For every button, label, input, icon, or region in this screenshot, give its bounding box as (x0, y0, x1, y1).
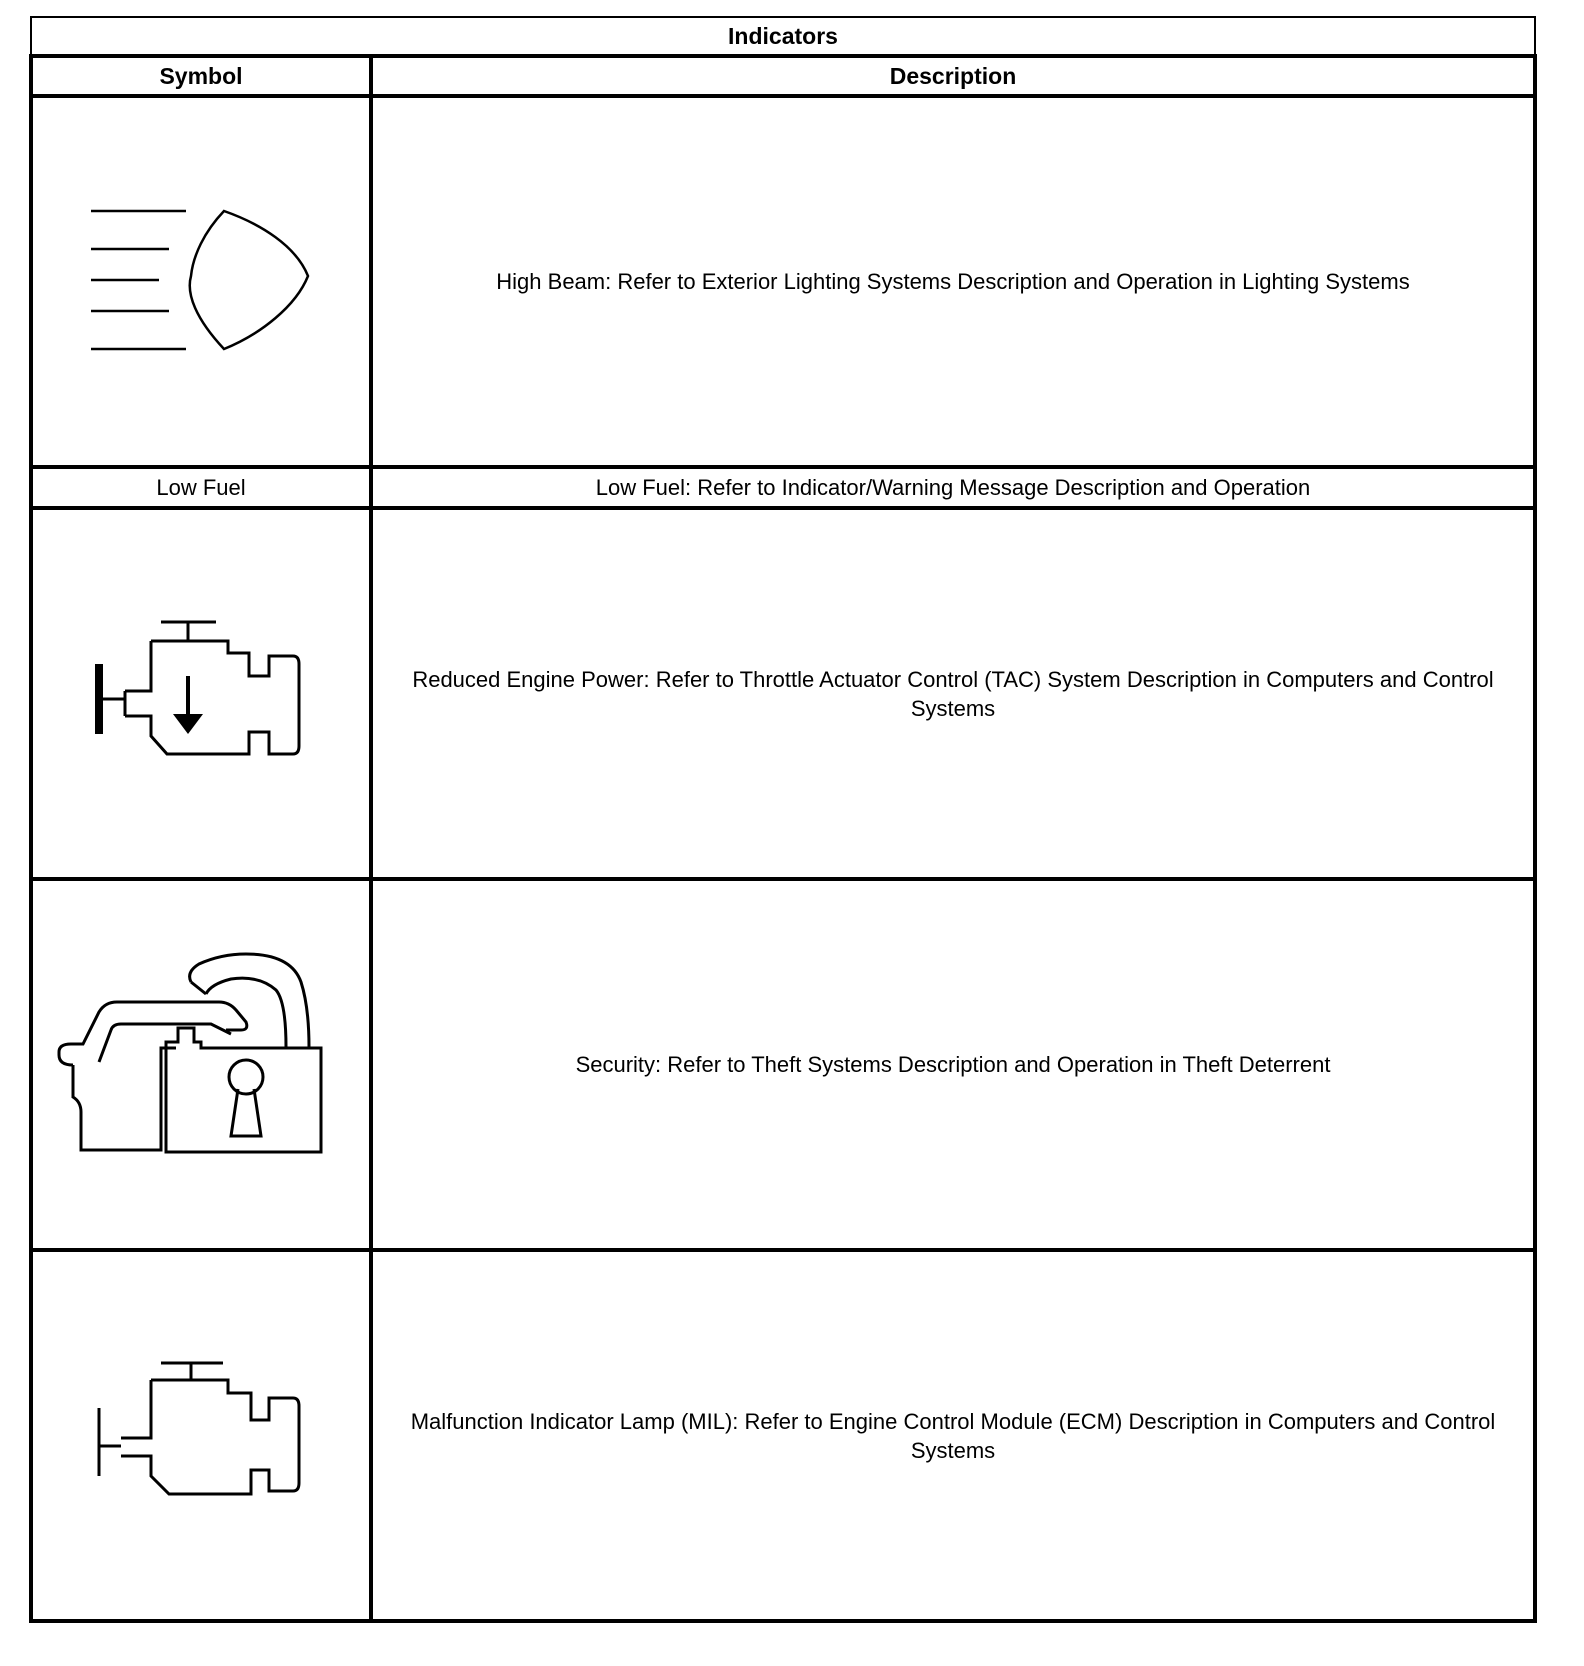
table-row (31, 1250, 1535, 1621)
indicators-table (29, 16, 1537, 1623)
table-header-row (31, 56, 1535, 96)
description-cell: Malfunction Indicator Lamp (MIL): Refer to Engine Control Module (ECM) Description in Computers and Control Systems (371, 1250, 1535, 1621)
description-column-header: Description (371, 56, 1535, 96)
engine-malfunction-icon (91, 1358, 311, 1508)
symbol-column-header: Symbol (31, 56, 371, 96)
description-cell: Reduced Engine Power: Refer to Throttle Actuator Control (TAC) System Description in Computers and Control Systems (371, 508, 1535, 879)
table-row (31, 96, 1535, 467)
description-cell: Low Fuel: Refer to Indicator/Warning Message Description and Operation (371, 467, 1535, 508)
description-cell: Security: Refer to Theft Systems Description and Operation in Theft Deterrent (371, 879, 1535, 1250)
table-row (31, 508, 1535, 879)
table-row (31, 467, 1535, 508)
description-cell: High Beam: Refer to Exterior Lighting Systems Description and Operation in Lighting Systems (371, 96, 1535, 467)
symbol-cell (31, 879, 371, 1250)
reduced-engine-power-icon (91, 616, 311, 766)
high-beam-icon (81, 204, 321, 354)
table-title: Indicators (31, 17, 1535, 56)
table-title-row (31, 17, 1535, 56)
symbol-cell (31, 96, 371, 467)
security-lock-icon (51, 952, 351, 1172)
symbol-cell: Low Fuel (31, 467, 371, 508)
symbol-cell (31, 508, 371, 879)
symbol-cell (31, 1250, 371, 1621)
table-row (31, 879, 1535, 1250)
